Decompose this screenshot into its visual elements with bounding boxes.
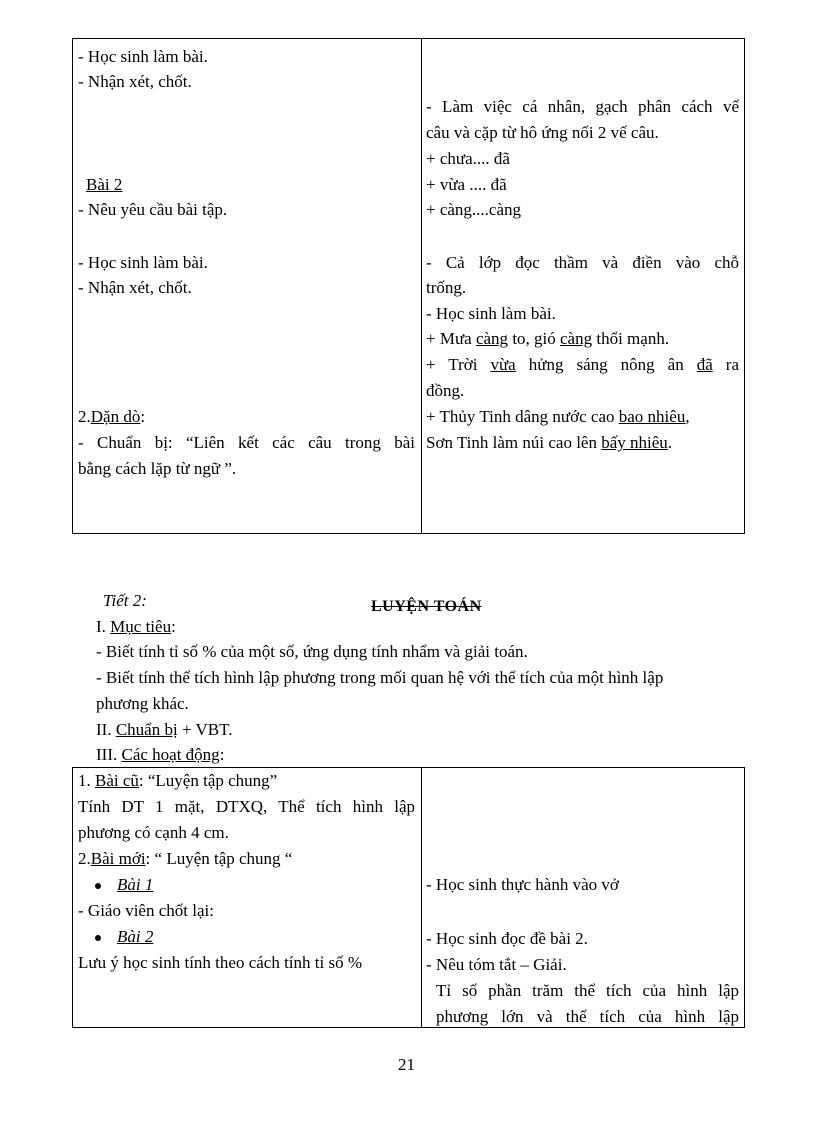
heading-rest: + VBT. xyxy=(177,720,233,739)
t2-right-line-1: - Học sinh thực hành vào vở xyxy=(426,875,619,894)
t1-left-line-5: - Nhận xét, chốt. xyxy=(78,278,192,297)
objective-2-cont: phương khác. xyxy=(96,694,189,713)
t2-left-bai1: Bài 1 xyxy=(117,875,154,894)
heading-colon: : xyxy=(219,745,225,764)
t1-left-line-2: - Nhận xét, chốt. xyxy=(78,72,192,91)
text-segment: 1. xyxy=(78,771,95,790)
t1-left-line-4: - Học sinh làm bài. xyxy=(78,253,208,272)
t1-right-line-5: + càng....càng xyxy=(426,200,522,219)
t1-left-line-1: - Học sinh làm bài. xyxy=(78,47,208,66)
bullet-icon xyxy=(95,883,101,889)
bullet-icon xyxy=(95,935,101,941)
text-segment: hửng sáng nông ân xyxy=(515,355,697,374)
heading-colon: : xyxy=(171,617,176,636)
t1-right-line-10 xyxy=(426,355,739,375)
dando-colon: : xyxy=(140,407,146,426)
heading-number: I. xyxy=(96,617,111,636)
heading-label: Mục tiêu xyxy=(110,617,172,636)
t2-left-line-1 xyxy=(78,771,277,791)
t2-left-line-3: phương có cạnh 4 cm. xyxy=(78,823,229,842)
t1-right-line-9 xyxy=(426,329,669,349)
t2-left-line-5: - Giáo viên chốt lại: xyxy=(78,901,214,920)
t1-right-line-3: + chưa.... đã xyxy=(426,149,510,168)
objective-2: - Biết tính thể tích hình lập phương trong mối quan hệ với thể tích của một hình lập xyxy=(96,668,664,687)
underlined-word: càng xyxy=(475,329,509,348)
t2-right-line-2: - Học sinh đọc đề bài 2. xyxy=(426,929,588,948)
heading-label: Các hoạt động xyxy=(121,745,220,764)
t1-left-line-7: bằng cách lặp từ ngữ ”. xyxy=(78,459,237,478)
text-segment: 2. xyxy=(78,849,91,868)
underlined-label: Bài cũ xyxy=(95,771,139,790)
t2-left-line-4 xyxy=(78,849,292,869)
objective-1: - Biết tính tỉ số % của một số, ứng dụng tính nhẩm và giải toán. xyxy=(96,642,528,661)
underlined-word: đã xyxy=(696,355,713,374)
t1-right-line-7: trống. xyxy=(426,278,467,297)
t1-right-line-11: đồng. xyxy=(426,381,465,400)
t1-right-line-1: - Làm việc cá nhân, gạch phân cách vế xyxy=(426,97,739,116)
dando-number: 2. xyxy=(78,407,91,426)
text-segment: ra xyxy=(712,355,739,374)
t2-right-line-5: phương lớn và thể tích của hình lập xyxy=(436,1007,739,1026)
t2-right-line-3: - Nêu tóm tắt – Giải. xyxy=(426,955,567,974)
t1-right-line-2: câu và cặp từ hô ứng nối 2 vế câu. xyxy=(426,123,659,142)
text-segment: Sơn Tinh làm núi cao lên xyxy=(426,433,602,452)
heading-label: Chuẩn bị xyxy=(115,720,178,739)
preparation-heading xyxy=(96,720,232,740)
heading-number: II. xyxy=(96,720,116,739)
text-segment: : “Luyện tập chung” xyxy=(138,771,278,790)
lesson-title: LUYỆN TOÁN xyxy=(371,598,482,615)
t2-left-bai2: Bài 2 xyxy=(117,927,154,946)
text-segment: + Mưa xyxy=(426,329,476,348)
t1-right-line-4: + vừa .... đã xyxy=(426,175,507,194)
page-number: 21 xyxy=(398,1055,415,1074)
underlined-phrase: bao nhiêu xyxy=(618,407,686,426)
column-divider xyxy=(421,39,422,533)
t1-left-line-6: - Chuẩn bị: “Liên kết các câu trong bài xyxy=(78,433,415,452)
text-segment: thổi mạnh. xyxy=(592,329,670,348)
t1-right-line-8: - Học sinh làm bài. xyxy=(426,304,556,323)
underlined-word: càng xyxy=(560,329,593,348)
text-segment: , xyxy=(685,407,690,426)
dando-label: Dặn dò xyxy=(90,407,141,426)
text-segment: + Thủy Tinh dâng nước cao xyxy=(426,407,619,426)
t1-right-line-12 xyxy=(426,407,690,427)
t1-right-line-13 xyxy=(426,433,672,453)
heading-number: III. xyxy=(96,745,122,764)
column-divider xyxy=(421,768,422,1027)
t2-left-line-2: Tính DT 1 mặt, DTXQ, Thể tích hình lập xyxy=(78,797,415,816)
t1-left-dando-heading xyxy=(78,407,145,427)
underlined-phrase: bấy nhiêu xyxy=(601,433,668,452)
t1-left-line-3: - Nêu yêu cầu bài tập. xyxy=(78,200,228,219)
t2-left-line-6: Lưu ý học sinh tính theo cách tính tỉ số % xyxy=(78,953,363,972)
t2-right-line-4: Tỉ số phần trăm thể tích của hình lập xyxy=(436,981,739,1000)
underlined-word: vừa xyxy=(490,355,516,374)
t1-right-line-6: - Cả lớp đọc thầm và điền vào chỗ xyxy=(426,253,739,272)
lesson-period-label: Tiết 2: xyxy=(103,591,147,610)
underlined-label: Bài mới xyxy=(90,849,146,868)
t1-left-bai2-heading: Bài 2 xyxy=(86,175,123,194)
text-segment: : “ Luyện tập chung “ xyxy=(145,849,293,868)
text-segment: . xyxy=(667,433,673,452)
activities-heading xyxy=(96,745,224,765)
text-segment: to, gió xyxy=(508,329,561,348)
objectives-heading xyxy=(96,617,176,637)
text-segment: + Trời xyxy=(426,355,491,374)
